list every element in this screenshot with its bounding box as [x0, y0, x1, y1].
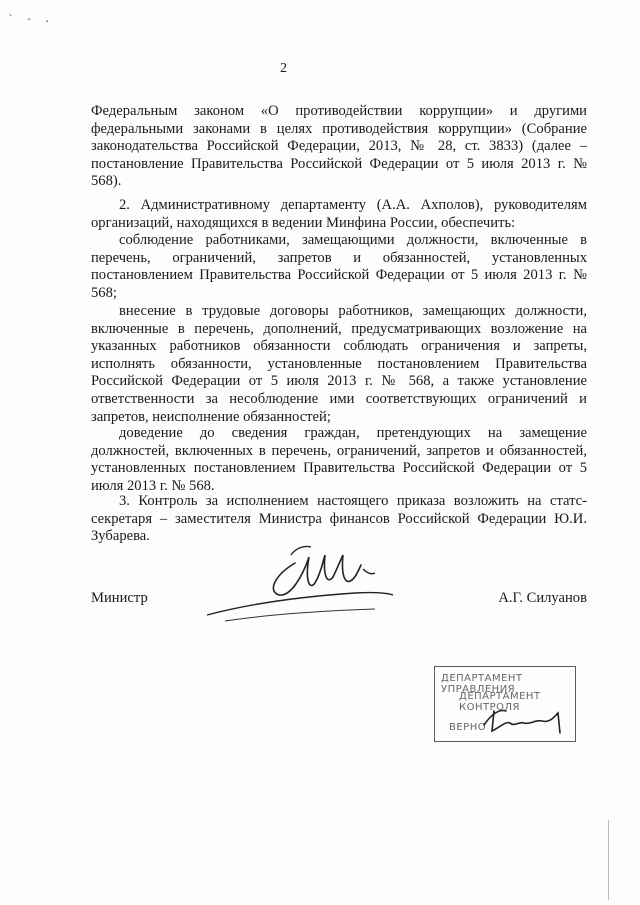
paragraph-4: внесение в трудовые договоры работников, замещающих должности, включенные в перечень, дополнений, предусматривающих возложение на указанных работников обязанности соблюдать ограничения и запреты, исполнять обязанности, установленные постановлением Правительства Российской Федерации от 5 июля 2013 г. № 568, а также установление ответственности за несоблюдение ими соответствующих ограничений и запретов, неисполнение обязанностей;	[91, 303, 587, 425]
signatory-title: Министр	[91, 590, 148, 606]
paragraph-5: доведение до сведения граждан, претендующих на замещение должностей, включенных в перечень, ограничений, запретов и обязанностей, установленных постановлением Правительства Российской Федерации от 5 июля 2013 г. № 568.	[91, 425, 587, 494]
paragraph-3: соблюдение работниками, замещающими должности, включенные в перечень, ограничений, запретов и обязанностей, установленных постановлением Правительства Российской Федерации от 5 июля 2013 г. № 568;	[91, 232, 587, 301]
paragraph-block-2	[91, 197, 587, 232]
paragraph-6: 3. Контроль за исполнением настоящего приказа возложить на статс-секретаря – заместителя Министра финансов Российской Федерации Ю.И. Зубарева.	[91, 493, 587, 545]
paragraph-continuation	[91, 103, 587, 191]
stamp-signature	[480, 703, 570, 737]
stamp-line-2: ДЕПАРТАМЕНТ КОНТРОЛЯ	[459, 691, 541, 713]
paragraph-block-3	[91, 232, 587, 302]
paragraph-2: 2. Административному департаменту (А.А. Ахполов), руководителям организаций, находящихся в ведении Минфина России, обеспечить:	[91, 197, 587, 231]
verification-stamp	[434, 666, 576, 742]
signatory-name: А.Г. Силуанов	[498, 590, 587, 606]
stamp-line-3: ВЕРНО	[449, 722, 487, 733]
handwritten-signature	[205, 535, 395, 630]
paragraph-block-4	[91, 303, 587, 426]
paragraph-block-5	[91, 425, 587, 495]
stamp-line-1: ДЕПАРТАМЕНТ УПРАВЛЕНИЯ	[441, 673, 523, 695]
paragraph-1: Федеральным законом «О противодействии коррупции» и другими федеральными законами в целях противодействия коррупции» (Собрание законодательства Российской Федерации, 2013, № 28, ст. 3833) (далее – постановление Правительства Российской Федерации от 5 июля 2013 г. № 568).	[91, 103, 587, 190]
page-number: 2	[280, 61, 287, 76]
scan-edge-line	[608, 820, 609, 900]
scan-marks: ` - .	[8, 14, 54, 25]
